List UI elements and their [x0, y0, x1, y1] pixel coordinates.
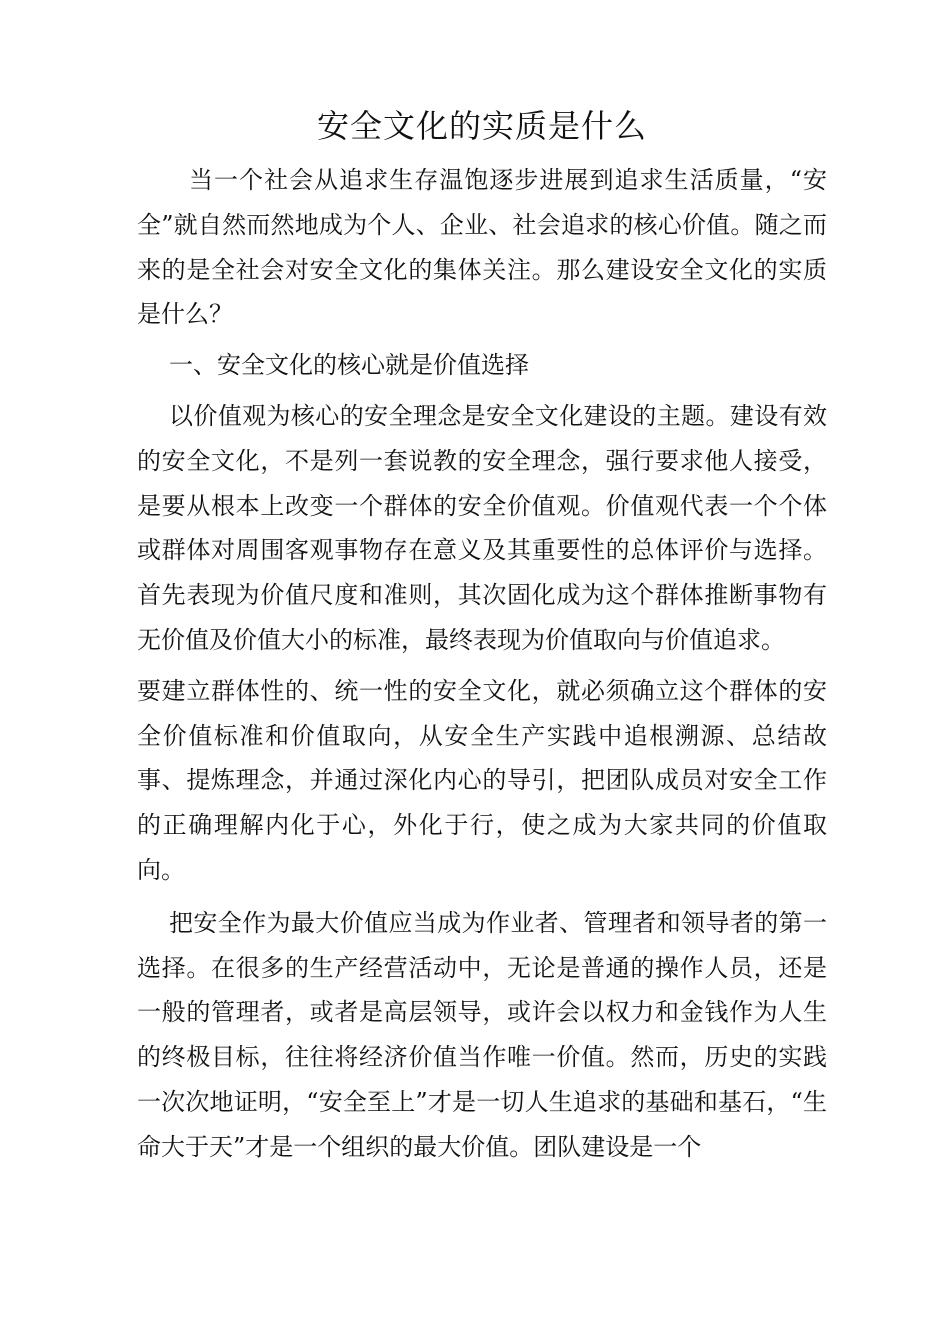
- section-heading: 一、安全文化的核心就是价值选择: [169, 351, 529, 380]
- paragraph-establish-culture: 要建立群体性的、统一性的安全文化，就必须确立这个群体的安全价值标准和价值取向，从安全生产实践中追根溯源、总结故事、提炼理念，并通过深化内心的导引，把团队成员对安全工作的正确理解内化于心，外化于行，使之成为大家共同的价值取向。: [137, 676, 827, 884]
- paragraph-core-values: 以价值观为核心的安全理念是安全文化建设的主题。建设有效的安全文化，不是列一套说教的安全理念，强行要求他人接受，是要从根本上改变一个群体的安全价值观。价值观代表一个个体或群体对周围客观事物存在意义及其重要性的总体评价与选择。首先表现为价值尺度和准则，其次固化成为这个群体推断事物有无价值及价值大小的标准，最终表现为价值取向与价值追求。: [137, 401, 827, 654]
- document-title: 安全文化的实质是什么: [316, 107, 647, 145]
- document-page: [137, 100, 827, 1170]
- paragraph-safety-first: 把安全作为最大价值应当成为作业者、管理者和领导者的第一选择。在很多的生产经营活动中，无论是普通的操作人员，还是一般的管理者，或者是高层领导，或许会以权力和金钱作为人生的终极目标，往往将经济价值当作唯一价值。然而，历史的实践一次次地证明，“安全至上”才是一切人生追求的基础和基石，“生命大于天”才是一个组织的最大价值。团队建设是一个: [137, 908, 827, 1161]
- paragraph-intro: 当一个社会从追求生存温饱逐步进展到追求生活质量，“安全”就自然而然地成为个人、企业、社会追求的核心价值。随之而来的是全社会对安全文化的集体关注。那么建设安全文化的实质是什么？: [137, 166, 827, 329]
